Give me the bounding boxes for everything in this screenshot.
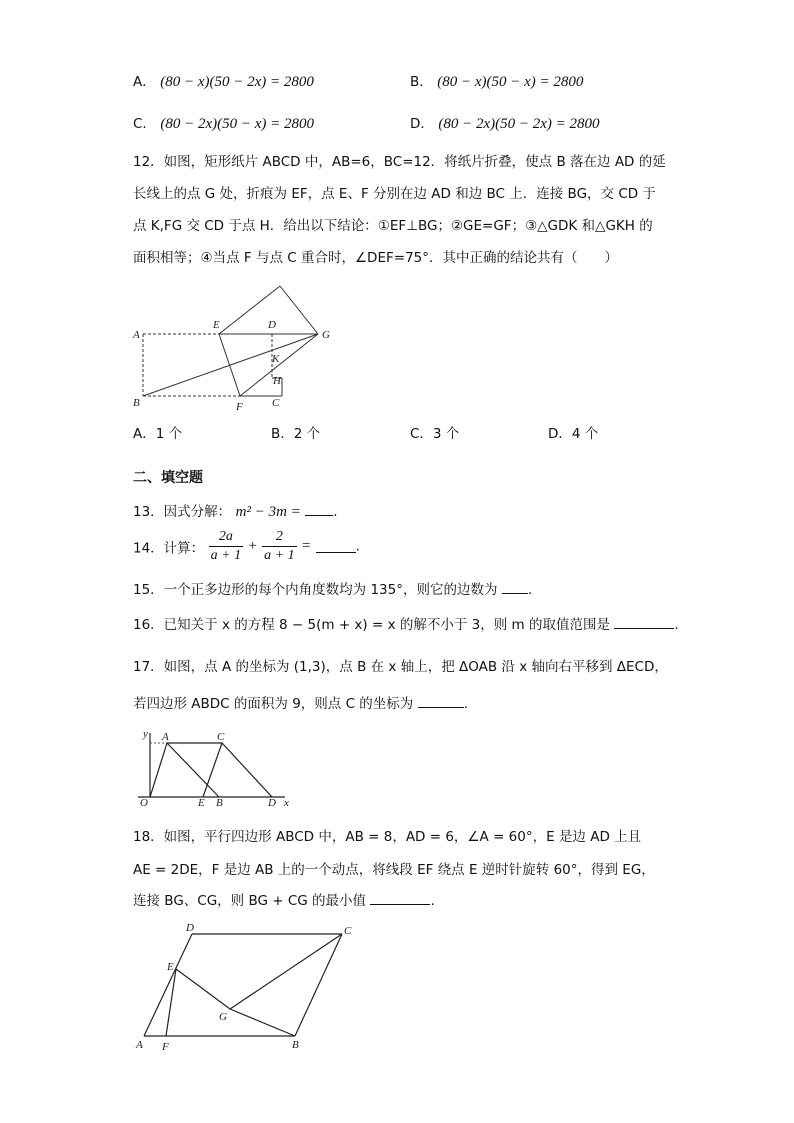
q17-label-o: O [140, 797, 148, 809]
q14-suffix: . [355, 538, 360, 555]
q12-label-h: H [273, 375, 281, 387]
q17-label-d: D [268, 797, 276, 809]
q17-label-e: E [198, 797, 205, 809]
q18-suffix: . [430, 893, 435, 909]
q18-line-1: 18．如图，平行四边形 ABCD 中，AB = 8，AD = 6，∠A = 60°，E 是边 AD 上且 [133, 829, 642, 845]
q12-label-d: D [268, 319, 276, 331]
q14-plus: + [247, 538, 258, 554]
q11-option-c-letter: C． [133, 116, 156, 132]
q12-label-a: A [133, 329, 140, 341]
q12-line-4: 面积相等；④当点 F 与点 C 重合时，∠DEF=75°．其中正确的结论共有（ ） [133, 250, 618, 266]
q14-equals: = [301, 538, 312, 554]
q12-line-1: 12．如图，矩形纸片 ABCD 中，AB=6，BC=12．将纸片折叠，使点 B 落在边 AD 的延 [133, 154, 666, 170]
q17-label-b: B [216, 797, 223, 809]
q18-label-d: D [186, 922, 194, 934]
q18-label-b: B [292, 1039, 299, 1051]
q11-option-b-letter: B． [410, 74, 433, 90]
q11-option-d-letter: D． [410, 116, 434, 132]
q18-label-f: F [162, 1041, 169, 1053]
q12-line-3: 点 K,FG 交 CD 于点 H．给出以下结论：①EF⊥BG；②GE=GF；③△GDK 和△GKH 的 [133, 218, 653, 234]
q11-option-c-equation: (80 − 2x)(50 − x) = 2800 [160, 116, 315, 132]
q12-label-k: K [272, 353, 280, 365]
section-title: 二、填空题 [133, 470, 203, 486]
q13-suffix: . [333, 504, 338, 520]
q17-suffix: . [463, 696, 469, 712]
q12-option-b: B．2 个 [271, 426, 321, 442]
q12-label-e: E [213, 319, 220, 331]
q11-option-d-equation: (80 − 2x)(50 − 2x) = 2800 [438, 116, 600, 132]
q15-suffix: . [527, 582, 533, 598]
q12-line-2: 长线上的点 G 处，折痕为 EF，点 E、F 分别在边 AD 和边 BC 上．连接 BG，交 CD 于 [133, 186, 656, 202]
q17-label-a: A [162, 731, 169, 743]
q12-option-a: A．1 个 [133, 426, 183, 442]
q14-fraction-2-numerator: 2 [262, 528, 296, 547]
q11-option-a-equation: (80 − x)(50 − 2x) = 2800 [160, 74, 314, 90]
q17-label-c: C [217, 731, 225, 743]
q11-option-b-equation: (80 − x)(50 − x) = 2800 [437, 74, 584, 90]
q18-label-c: C [344, 925, 352, 937]
q18-label-a: A [136, 1039, 143, 1051]
q15-text: 15．一个正多边形的每个内角度数均为 135°，则它的边数为 [133, 582, 498, 598]
q17-label-x: x [284, 797, 289, 809]
q13-expression: m² − 3m = [235, 504, 301, 520]
q13-prefix: 13．因式分解： [133, 504, 232, 520]
q17-line-2: 若四边形 ABDC 的面积为 9，则点 C 的坐标为 [133, 696, 414, 712]
q11-option-a-letter: A． [133, 74, 156, 90]
q18-label-e: E [167, 961, 174, 973]
q17-label-y: y [143, 728, 148, 740]
q12-label-c: C [272, 397, 280, 409]
q14-prefix: 14．计算： [133, 540, 205, 557]
q12-label-b: B [133, 397, 140, 409]
q18-line-3: 连接 BG、CG，则 BG + CG 的最小值 [133, 893, 367, 909]
q14-fraction-1-denominator: a + 1 [210, 548, 242, 563]
q18-line-2: AE = 2DE，F 是边 AB 上的一个动点，将线段 EF 绕点 E 逆时针旋转 60°，得到 EG， [133, 862, 655, 878]
q18-label-g: G [219, 1011, 227, 1023]
q14-fraction-2-denominator: a + 1 [264, 548, 295, 563]
q16-text: 16．已知关于 x 的方程 8 − 5(m + x) = x 的解不小于 3，则 m 的取值范围是 [133, 617, 610, 633]
q12-option-d: D．4 个 [548, 426, 599, 442]
q16-suffix: . [674, 617, 679, 633]
q12-option-c: C．3 个 [410, 426, 460, 442]
q14-fraction-1-numerator: 2a [209, 528, 243, 547]
q12-label-f: F [236, 401, 243, 413]
q17-line-1: 17．如图，点 A 的坐标为 (1,3)，点 B 在 x 轴上，把 ΔOAB 沿 x 轴向右平移到 ΔECD， [133, 659, 668, 675]
q12-label-g: G [322, 329, 330, 341]
